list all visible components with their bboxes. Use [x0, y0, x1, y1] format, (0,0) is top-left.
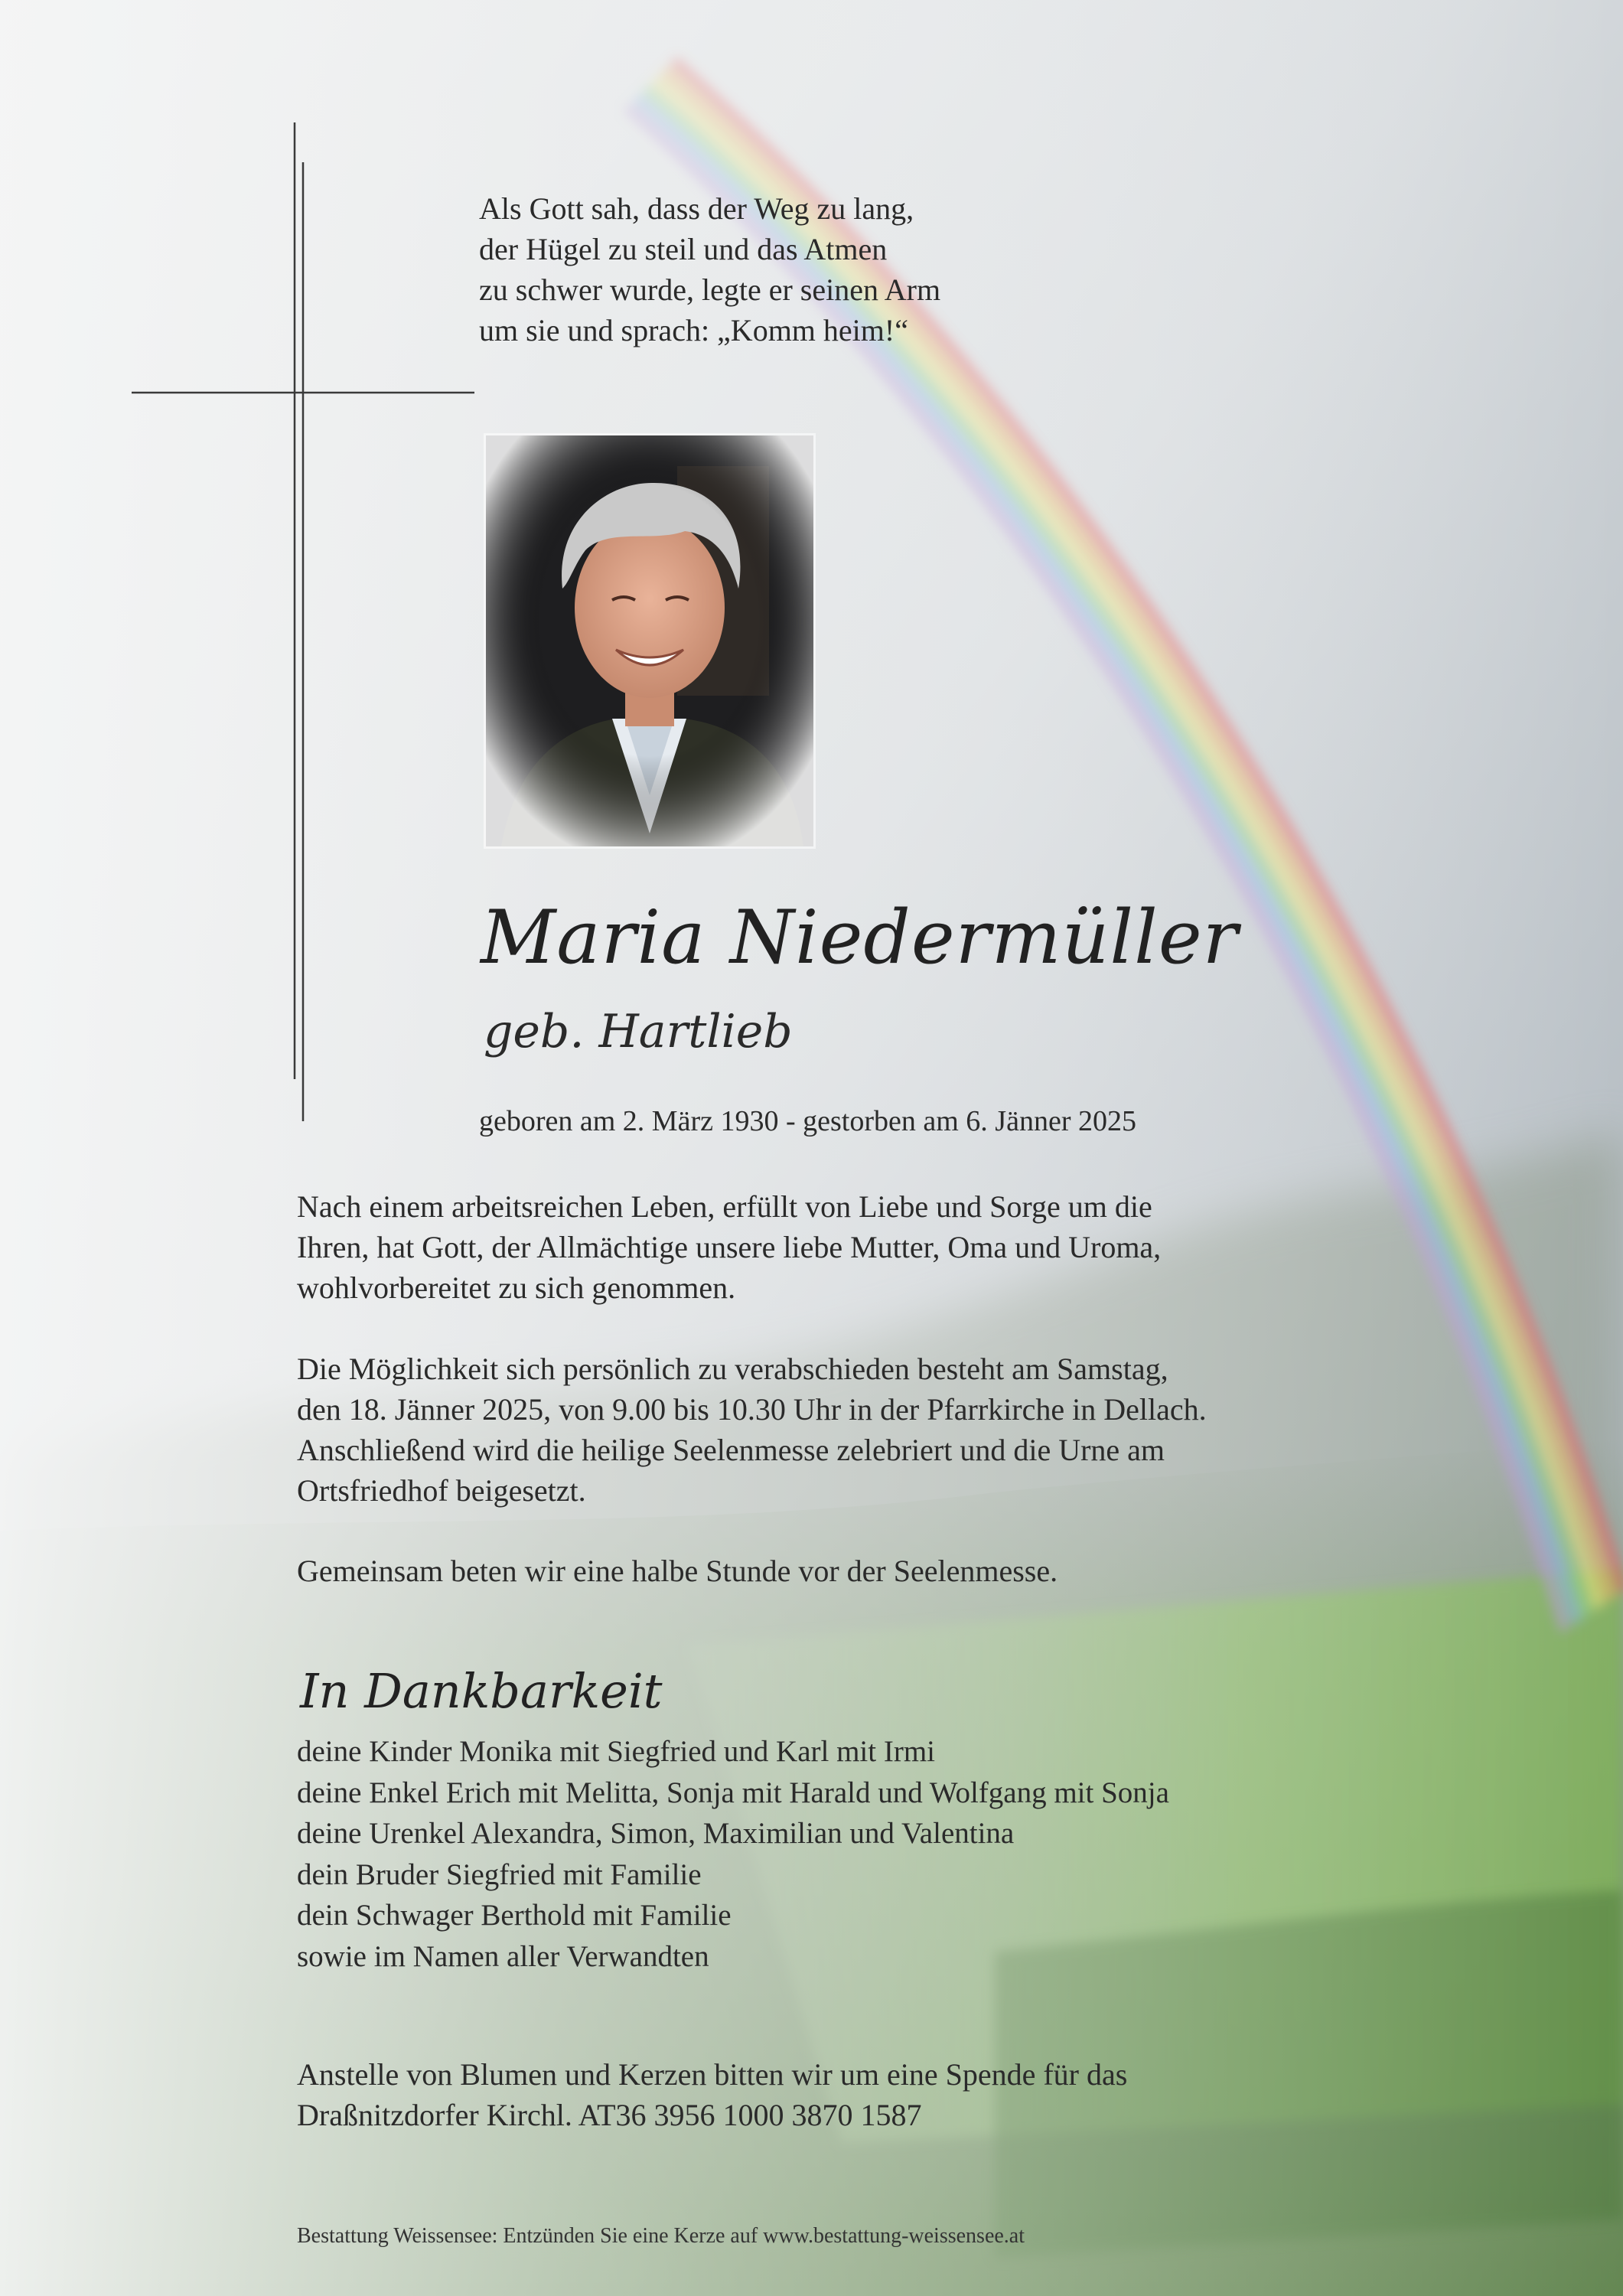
- footer-note: Bestattung Weissensee: Entzünden Sie eine Kerze auf www.bestattung-weissensee.at: [297, 2224, 1025, 2248]
- poem-line: um sie und sprach: „Komm heim!“: [479, 313, 908, 347]
- announcement-paragraph: [297, 1186, 1161, 1308]
- paragraph-line: Ihren, hat Gott, der Allmächtige unsere liebe Mutter, Oma und Uroma,: [297, 1230, 1162, 1264]
- paragraph-line: Ortsfriedhof beigesetzt.: [297, 1473, 586, 1508]
- paragraph-line: Gemeinsam beten wir eine halbe Stunde vor der Seelenmesse.: [297, 1554, 1058, 1588]
- prayer-paragraph: [297, 1551, 1058, 1591]
- mourner-line: sowie im Namen aller Verwandten: [297, 1939, 709, 1973]
- mourner-line: dein Schwager Berthold mit Familie: [297, 1899, 732, 1932]
- paragraph-line: wohlvorbereitet zu sich genommen.: [297, 1270, 736, 1305]
- poem-line: der Hügel zu steil und das Atmen: [479, 232, 888, 266]
- poem-line: Als Gott sah, dass der Weg zu lang,: [479, 191, 914, 226]
- donation-line: Draßnitzdorfer Kirchl. AT36 3956 1000 3870 1587: [297, 2098, 922, 2132]
- paragraph-line: den 18. Jänner 2025, von 9.00 bis 10.30 Uhr in der Pfarrkirche in Dellach.: [297, 1392, 1207, 1427]
- life-dates: geboren am 2. März 1930 - gestorben am 6. Jänner 2025: [479, 1105, 1136, 1137]
- paragraph-line: Nach einem arbeitsreichen Leben, erfüllt von Liebe und Sorge um die: [297, 1189, 1152, 1224]
- memorial-poem: [479, 188, 940, 351]
- portrait-photo: [484, 433, 816, 849]
- mourner-line: deine Kinder Monika mit Siegfried und Karl mit Irmi: [297, 1735, 935, 1768]
- paragraph-line: Anschließend wird die heilige Seelenmesse zelebriert und die Urne am: [297, 1433, 1165, 1467]
- donation-request: [297, 2054, 1127, 2135]
- mourners-list: [297, 1731, 1169, 1977]
- mourners-heading: In Dankbarkeit: [300, 1663, 663, 1719]
- mourner-line: deine Enkel Erich mit Melitta, Sonja mit Harald und Wolfgang mit Sonja: [297, 1776, 1169, 1809]
- mourner-line: deine Urenkel Alexandra, Simon, Maximilian und Valentina: [297, 1817, 1015, 1850]
- paragraph-line: Die Möglichkeit sich persönlich zu verabschieden besteht am Samstag,: [297, 1352, 1168, 1386]
- mourner-line: dein Bruder Siegfried mit Familie: [297, 1857, 702, 1891]
- deceased-name: Maria Niedermüller: [481, 895, 1239, 980]
- donation-line: Anstelle von Blumen und Kerzen bitten wir um eine Spende für das: [297, 2057, 1128, 2092]
- maiden-name: geb. Hartlieb: [484, 1005, 793, 1058]
- farewell-details-paragraph: [297, 1349, 1207, 1511]
- poem-line: zu schwer wurde, legte er seinen Arm: [479, 272, 941, 307]
